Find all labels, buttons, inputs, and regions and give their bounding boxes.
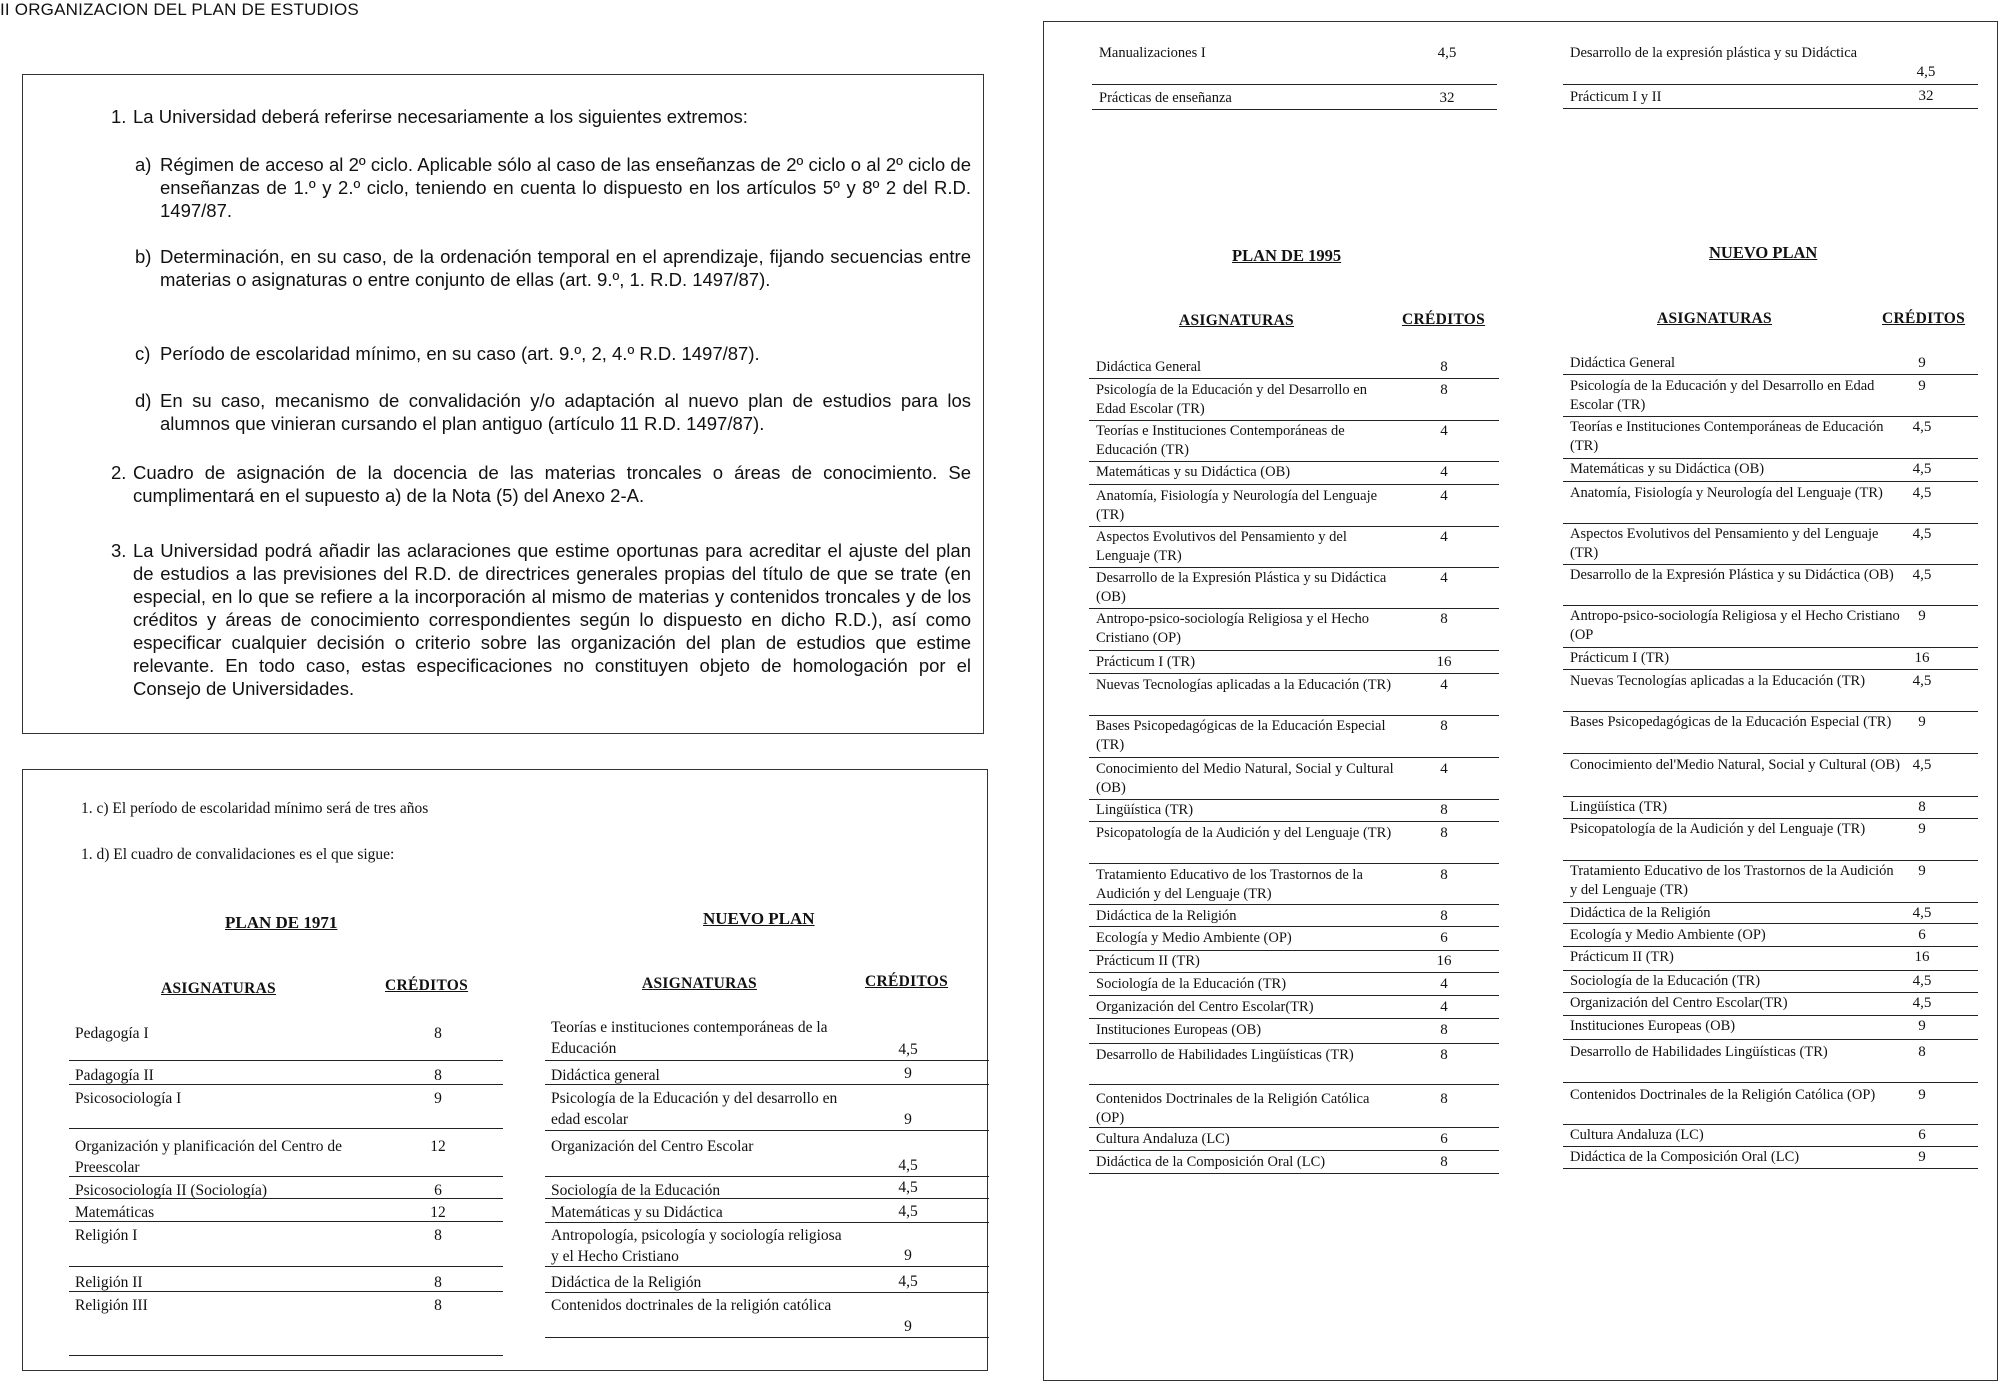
- table-row-credits: 9: [1918, 1087, 1926, 1103]
- table-row-credits: 4: [1440, 423, 1448, 439]
- table-row-subject: Conocimiento del Medio Natural, Social y Cultural (OB): [1096, 761, 1394, 796]
- creditos-header: CRÉDITOS: [385, 977, 469, 994]
- table-row-credits: 4,5: [898, 1157, 918, 1174]
- table-row-subject: Tratamiento Educativo de los Trastornos de la Audición y del Lenguaje (TR): [1096, 867, 1363, 902]
- table-row-rule: [69, 1355, 503, 1356]
- table-row-subject: Teorías e Instituciones Contemporáneas de Educación (TR): [1096, 423, 1345, 458]
- table-row-rule: [1563, 860, 1978, 861]
- table-row-subject: Desarrollo de la Expresión Plástica y su Didáctica (OB): [1096, 570, 1387, 605]
- table-row-subject: Contenidos Doctrinales de la Religión Católica (OP): [1570, 1087, 1876, 1103]
- table-row-credits: 4,5: [1912, 673, 1932, 689]
- asignaturas-header: ASIGNATURAS: [1657, 310, 1772, 327]
- table-row-subject: Matemáticas: [75, 1204, 155, 1221]
- table-row-subject: Didáctica General: [1096, 359, 1202, 375]
- table-row-rule: [1563, 711, 1978, 712]
- table-row-subject: Tratamiento Educativo de los Trastornos de la Audición y del Lenguaje (TR): [1570, 863, 1894, 898]
- table-row-subject: Prácticum I y II: [1570, 89, 1662, 105]
- table-row-rule: [545, 1337, 989, 1338]
- table-row-rule: [1563, 523, 1978, 524]
- table-row-rule: [1089, 378, 1499, 379]
- list-marker: c): [135, 343, 151, 364]
- table-row-rule: [1089, 1043, 1499, 1044]
- table-row-rule: [69, 1176, 503, 1177]
- table-row-subject: Antropo-psico-sociología Religiosa y el Hecho Cristiano (OP: [1570, 608, 1900, 643]
- table-row-credits: 4,5: [1912, 526, 1932, 542]
- table-row-subject: Teorías e Instituciones Contemporáneas de Educación (TR): [1570, 419, 1884, 454]
- table-row-credits: 6: [1918, 927, 1926, 943]
- table-row-subject: Desarrollo de Habilidades Lingüísticas (TR): [1570, 1044, 1828, 1060]
- table-row-credits: 8: [1440, 802, 1448, 818]
- table-row-credits: 4,5: [1916, 64, 1936, 80]
- table-row-rule: [545, 1266, 989, 1267]
- table-row-rule: [1092, 84, 1497, 85]
- table-row-rule: [1563, 458, 1978, 459]
- table-row-rule: [1563, 1168, 1978, 1169]
- table-row-credits: 6: [1440, 930, 1448, 946]
- table-row-credits: 9: [1918, 355, 1926, 371]
- table-row-credits: 4,5: [1912, 995, 1932, 1011]
- table-row-credits: 9: [1918, 821, 1926, 837]
- table-row-rule: [1563, 902, 1978, 903]
- table-row-rule: [1089, 1150, 1499, 1151]
- plan-1971-title: PLAN DE 1971: [225, 913, 338, 932]
- table-row-rule: [69, 1291, 503, 1292]
- table-row-rule: [1089, 461, 1499, 462]
- table-row-subject: Didáctica de la Religión: [1096, 908, 1237, 924]
- table-row-rule: [1563, 416, 1978, 417]
- table-row-credits: 8: [1918, 799, 1926, 815]
- table-row-subject: Didáctica de la Religión: [1570, 905, 1711, 921]
- requirement-1: [111, 105, 971, 128]
- table-row-credits: 8: [434, 1297, 442, 1314]
- table-row-credits: 4: [1440, 464, 1448, 480]
- table-row-subject: Didáctica de la Composición Oral (LC): [1570, 1149, 1800, 1165]
- requirement-text: Período de escolaridad mínimo, en su caso (art. 9.º, 2, 4.º R.D. 1497/87).: [160, 343, 760, 364]
- table-row-subject: Instituciones Europeas (OB): [1096, 1022, 1262, 1038]
- table-row-credits: 9: [904, 1111, 912, 1128]
- table-row-credits: 8: [434, 1025, 442, 1042]
- table-row-rule: [1563, 946, 1978, 947]
- table-row-subject: Organización del Centro Escolar(TR): [1570, 995, 1788, 1011]
- table-row-subject: Sociología de la Educación: [551, 1182, 721, 1199]
- table-row-subject: Anatomía, Fisiología y Neurología del Lenguaje (TR): [1570, 485, 1883, 501]
- table-row-subject: Psicosociología II (Sociología): [75, 1182, 267, 1199]
- table-row-credits: 16: [1914, 650, 1930, 666]
- table-row-rule: [1563, 605, 1978, 606]
- table-row-credits: 4,5: [1912, 461, 1932, 477]
- table-row-credits: 9: [434, 1090, 442, 1107]
- table-row-rule: [1089, 1018, 1499, 1019]
- table-row-subject: Psicosociología I: [75, 1090, 182, 1107]
- table-row-credits: 9: [1918, 863, 1926, 879]
- table-row-rule: [1563, 1039, 1978, 1040]
- table-row-subject: Aspectos Evolutivos del Pensamiento y del Lenguaje (TR): [1570, 526, 1879, 561]
- creditos-header: CRÉDITOS: [1402, 311, 1486, 328]
- table-row-rule: [545, 1130, 989, 1131]
- table-row-credits: 9: [904, 1065, 912, 1082]
- table-row-rule: [69, 1266, 503, 1267]
- table-row-rule: [1563, 970, 1978, 971]
- table-row-subject: Padagogía II: [75, 1067, 154, 1084]
- table-row-credits: 8: [1440, 867, 1448, 883]
- table-row-credits: 8: [1440, 1154, 1448, 1170]
- requirement-text: La Universidad deberá referirse necesariamente a los siguientes extremos:: [133, 106, 748, 127]
- list-marker: 2.: [111, 462, 127, 483]
- table-row-rule: [1089, 904, 1499, 905]
- table-row-subject: Prácticum I (TR): [1096, 654, 1196, 670]
- table-row-credits: 4,5: [898, 1041, 918, 1058]
- table-row-rule: [1563, 374, 1978, 375]
- requirement-a: [135, 153, 971, 222]
- table-row-rule: [1089, 715, 1499, 716]
- table-row-subject: Didáctica de la Religión: [551, 1274, 702, 1291]
- table-row-subject: Psicología de la Educación y del Desarrollo en Edad Escolar (TR): [1096, 382, 1367, 417]
- table-row-credits: 4: [1440, 570, 1448, 586]
- table-row-credits: 12: [430, 1138, 446, 1155]
- table-row-rule: [1089, 995, 1499, 996]
- table-row-rule: [1563, 669, 1978, 670]
- table-row-subject: Ecología y Medio Ambiente (OP): [1096, 930, 1292, 946]
- table-row-rule: [1089, 821, 1499, 822]
- table-row-subject: Religión II: [75, 1274, 143, 1291]
- table-row-rule: [69, 1128, 503, 1129]
- table-row-subject: Manualizaciones I: [1099, 45, 1206, 61]
- table-row-rule: [1089, 1127, 1499, 1128]
- table-row-credits: 4,5: [1437, 45, 1457, 61]
- list-marker: 1.: [111, 106, 127, 127]
- requirements-box: [22, 74, 984, 734]
- table-row-credits: 4,5: [1912, 567, 1932, 583]
- table-row-rule: [1563, 818, 1978, 819]
- table-row-subject: Contenidos doctrinales de la religión católica: [551, 1297, 832, 1314]
- creditos-header: CRÉDITOS: [1882, 310, 1966, 327]
- table-row-credits: 32: [1918, 88, 1934, 104]
- table-row-subject: Cultura Andaluza (LC): [1570, 1127, 1704, 1143]
- nuevo-plan-title: NUEVO PLAN: [703, 909, 815, 928]
- creditos-header: CRÉDITOS: [865, 973, 949, 990]
- table-row-rule: [545, 1222, 989, 1223]
- table-row-credits: 4: [1440, 999, 1448, 1015]
- table-row-credits: 8: [1440, 1091, 1448, 1107]
- table-row-subject: Conocimiento del'Medio Natural, Social y Cultural (OB): [1570, 757, 1901, 773]
- table-row-credits: 4,5: [1912, 485, 1932, 501]
- requirement-text: Cuadro de asignación de la docencia de las materias troncales o áreas de conocimiento. Se cumplimentará en el supuesto a) de la Nota (5) del Anexo 2-A.: [133, 462, 971, 506]
- table-row-rule: [1089, 484, 1499, 485]
- table-row-rule: [1563, 108, 1978, 109]
- table-row-subject: Antropo-psico-sociología Religiosa y el Hecho Cristiano (OP): [1096, 611, 1370, 646]
- table-row-subject: Psicología de la Educación y del desarrollo en edad escolar: [551, 1090, 838, 1128]
- table-row-credits: 8: [1440, 382, 1448, 398]
- table-row-rule: [1089, 950, 1499, 951]
- table-row-credits: 6: [1918, 1127, 1926, 1143]
- table-row-subject: Psicología de la Educación y del Desarrollo en Edad Escolar (TR): [1570, 378, 1875, 413]
- table-row-credits: 32: [1439, 90, 1455, 106]
- table-row-credits: 9: [1918, 378, 1926, 394]
- table-row-rule: [1563, 564, 1978, 565]
- table-row-credits: 4,5: [898, 1273, 918, 1290]
- table-row-subject: Didáctica de la Composición Oral (LC): [1096, 1154, 1326, 1170]
- list-marker: d): [135, 390, 152, 411]
- table-row-subject: Lingüística (TR): [1570, 799, 1668, 815]
- requirement-text: La Universidad podrá añadir las aclaraciones que estime oportunas para acreditar el ajuste del plan de estudios a las previsiones del R.D. de directrices generales propias del título de que se trate (en especial, en lo que se refiere a la incorporación al mismo de materias y contenidos troncales y de los créditos y áreas de conocimiento correspondientes según lo dispuesto en dicho R.D.), así como especificar cualquier decisión o criterio sobre las organización del plan de estudios que estime relevante. En todo caso, estas especificaciones no constituyen objeto de homologación por el Consejo de Universidades.: [133, 540, 971, 699]
- table-row-rule: [69, 1221, 503, 1222]
- table-row-subject: Matemáticas y su Didáctica (OB): [1096, 464, 1291, 480]
- table-row-subject: Desarrollo de la Expresión Plástica y su Didáctica (OB): [1570, 567, 1894, 583]
- table-row-rule: [1563, 1146, 1978, 1147]
- requirement-text: Determinación, en su caso, de la ordenación temporal en el aprendizaje, fijando secuencias entre materias o asignaturas o entre conjunto de ellas (art. 9.º, 1. R.D. 1497/87).: [160, 246, 971, 290]
- page-title: II ORGANIZACION DEL PLAN DE ESTUDIOS: [0, 0, 359, 19]
- table-row-subject: Lingüística (TR): [1096, 802, 1194, 818]
- table-row-credits: 4: [1440, 677, 1448, 693]
- table-row-credits: 8: [1440, 825, 1448, 841]
- table-row-subject: Bases Psicopedagógicas de la Educación Especial (TR): [1570, 714, 1892, 730]
- table-row-subject: Ecología y Medio Ambiente (OP): [1570, 927, 1766, 943]
- table-row-credits: 8: [1440, 1022, 1448, 1038]
- table-row-subject: Prácticum II (TR): [1570, 949, 1674, 965]
- table-row-rule: [1089, 608, 1499, 609]
- list-marker: a): [135, 154, 152, 175]
- table-row-subject: Organización y planificación del Centro de Preescolar: [75, 1138, 342, 1176]
- table-row-subject: Nuevas Tecnologías aplicadas a la Educación (TR): [1096, 677, 1392, 693]
- table-row-credits: 12: [430, 1204, 446, 1221]
- table-row-rule: [69, 1198, 503, 1199]
- table-row-credits: 4,5: [1912, 973, 1932, 989]
- plan-1995-title: PLAN DE 1995: [1232, 246, 1342, 265]
- table-row-subject: Didáctica general: [551, 1067, 660, 1084]
- table-row-subject: Religión I: [75, 1227, 138, 1244]
- asignaturas-header: ASIGNATURAS: [642, 975, 757, 992]
- table-row-subject: Religión III: [75, 1297, 148, 1314]
- table-row-subject: Teorías e instituciones contemporáneas de la Educación: [551, 1019, 828, 1057]
- nuevo-plan-title: NUEVO PLAN: [1709, 243, 1818, 262]
- table-row-rule: [1089, 567, 1499, 568]
- requirement-c: [135, 342, 971, 365]
- table-row-credits: 6: [1440, 1131, 1448, 1147]
- table-row-rule: [1563, 1082, 1978, 1083]
- table-row-subject: Prácticas de enseñanza: [1099, 90, 1232, 106]
- table-row-rule: [1563, 1124, 1978, 1125]
- table-row-rule: [1089, 757, 1499, 758]
- requirement-text: En su caso, mecanismo de convalidación y/o adaptación al nuevo plan de estudios para los alumnos que vinieran cursando el plan antiguo (artículo 11 R.D. 1497/87).: [160, 390, 971, 434]
- table-row-rule: [545, 1198, 989, 1199]
- table-row-subject: Aspectos Evolutivos del Pensamiento y del Lenguaje (TR): [1096, 529, 1347, 564]
- table-row-credits: 9: [904, 1318, 912, 1335]
- table-row-subject: Antropología, psicología y sociología religiosa y el Hecho Cristiano: [551, 1227, 842, 1265]
- requirement-text: Régimen de acceso al 2º ciclo. Aplicable sólo al caso de las enseñanzas de 2º ciclo o al 2º ciclo de enseñanzas de 1.º y 2.º ciclo, teniendo en cuenta lo dispuesto en los artículos 5º y 8º 2 del R.D. 1497/87.: [160, 154, 971, 221]
- table-row-rule: [545, 1292, 989, 1293]
- table-row-rule: [1563, 753, 1978, 754]
- note-d: 1. d) El cuadro de convalidaciones es el que sigue:: [81, 846, 395, 863]
- table-row-rule: [1089, 1173, 1499, 1174]
- table-row-subject: Cultura Andaluza (LC): [1096, 1131, 1230, 1147]
- table-row-credits: 9: [1918, 714, 1926, 730]
- requirement-b: [135, 245, 971, 291]
- table-row-subject: Prácticum I (TR): [1570, 650, 1670, 666]
- table-row-credits: 8: [1440, 611, 1448, 627]
- table-row-rule: [1089, 926, 1499, 927]
- table-row-credits: 8: [434, 1067, 442, 1084]
- requirement-3: [111, 539, 971, 700]
- table-row-rule: [1089, 673, 1499, 674]
- table-row-credits: 4: [1440, 488, 1448, 504]
- table-row-rule: [1563, 84, 1978, 85]
- table-row-rule: [69, 1060, 503, 1061]
- table-row-credits: 8: [1440, 718, 1448, 734]
- table-row-credits: 4,5: [898, 1179, 918, 1196]
- table-row-credits: 16: [1914, 949, 1930, 965]
- table-row-subject: Contenidos Doctrinales de la Religión Católica (OP): [1096, 1091, 1370, 1126]
- table-row-rule: [1563, 481, 1978, 482]
- list-marker: 3.: [111, 540, 127, 561]
- table-row-rule: [1563, 796, 1978, 797]
- table-row-subject: Organización del Centro Escolar: [551, 1138, 754, 1155]
- table-row-credits: 16: [1436, 953, 1452, 969]
- table-row-subject: Psicopatología de la Audición y del Lenguaje (TR): [1570, 821, 1866, 837]
- table-row-subject: Matemáticas y su Didáctica: [551, 1204, 723, 1221]
- table-row-rule: [1089, 863, 1499, 864]
- table-row-rule: [1563, 1015, 1978, 1016]
- table-row-rule: [545, 1060, 989, 1061]
- list-marker: b): [135, 246, 152, 267]
- table-row-subject: Desarrollo de la expresión plástica y su Didáctica: [1570, 45, 1858, 61]
- table-row-subject: Instituciones Europeas (OB): [1570, 1018, 1736, 1034]
- table-row-rule: [69, 1084, 503, 1085]
- table-row-rule: [1089, 420, 1499, 421]
- table-row-credits: 4,5: [1912, 905, 1932, 921]
- table-row-rule: [545, 1084, 989, 1085]
- requirement-d: [135, 389, 971, 435]
- table-row-credits: 16: [1436, 654, 1452, 670]
- table-row-credits: 4: [1440, 761, 1448, 777]
- table-row-credits: 4,5: [1912, 757, 1932, 773]
- table-row-subject: Bases Psicopedagógicas de la Educación Especial (TR): [1096, 718, 1386, 753]
- table-row-rule: [1089, 650, 1499, 651]
- equivalences-box: [22, 769, 988, 1371]
- table-row-rule: [1563, 647, 1978, 648]
- table-row-credits: 8: [1440, 908, 1448, 924]
- table-row-credits: 6: [434, 1182, 442, 1199]
- table-row-subject: Nuevas Tecnologías aplicadas a la Educación (TR): [1570, 673, 1866, 689]
- table-row-credits: 9: [1918, 608, 1926, 624]
- table-row-rule: [1089, 972, 1499, 973]
- table-row-subject: Prácticum II (TR): [1096, 953, 1200, 969]
- asignaturas-header: ASIGNATURAS: [1179, 312, 1294, 329]
- table-row-subject: Sociología de la Educación (TR): [1096, 976, 1287, 992]
- asignaturas-header: ASIGNATURAS: [161, 980, 276, 997]
- table-row-credits: 9: [904, 1247, 912, 1264]
- table-row-rule: [1089, 526, 1499, 527]
- table-row-subject: Organización del Centro Escolar(TR): [1096, 999, 1314, 1015]
- table-row-credits: 4: [1440, 529, 1448, 545]
- table-row-subject: Desarrollo de Habilidades Lingüísticas (TR): [1096, 1047, 1354, 1063]
- table-row-credits: 4,5: [898, 1203, 918, 1220]
- requirement-2: [111, 461, 971, 507]
- table-row-credits: 4,5: [1912, 419, 1932, 435]
- table-row-credits: 8: [1918, 1044, 1926, 1060]
- table-row-credits: 4: [1440, 976, 1448, 992]
- table-row-rule: [1089, 799, 1499, 800]
- table-row-rule: [1092, 109, 1497, 110]
- table-row-credits: 9: [1918, 1018, 1926, 1034]
- table-row-rule: [1089, 1084, 1499, 1085]
- table-row-credits: 8: [434, 1227, 442, 1244]
- table-row-subject: Anatomía, Fisiología y Neurología del Lenguaje (TR): [1096, 488, 1378, 523]
- table-row-subject: Matemáticas y su Didáctica (OB): [1570, 461, 1765, 477]
- table-row-subject: Sociología de la Educación (TR): [1570, 973, 1761, 989]
- plan-1995-page: [1043, 21, 1998, 1381]
- table-row-rule: [1563, 992, 1978, 993]
- table-row-subject: Didáctica General: [1570, 355, 1676, 371]
- table-row-credits: 8: [1440, 359, 1448, 375]
- table-row-subject: Pedagogía I: [75, 1025, 149, 1042]
- table-row-credits: 8: [1440, 1047, 1448, 1063]
- table-row-credits: 8: [434, 1274, 442, 1291]
- table-row-credits: 9: [1918, 1149, 1926, 1165]
- table-row-rule: [1563, 923, 1978, 924]
- note-c: 1. c) El período de escolaridad mínimo será de tres años: [81, 800, 429, 817]
- table-row-subject: Psicopatología de la Audición y del Lenguaje (TR): [1096, 825, 1392, 841]
